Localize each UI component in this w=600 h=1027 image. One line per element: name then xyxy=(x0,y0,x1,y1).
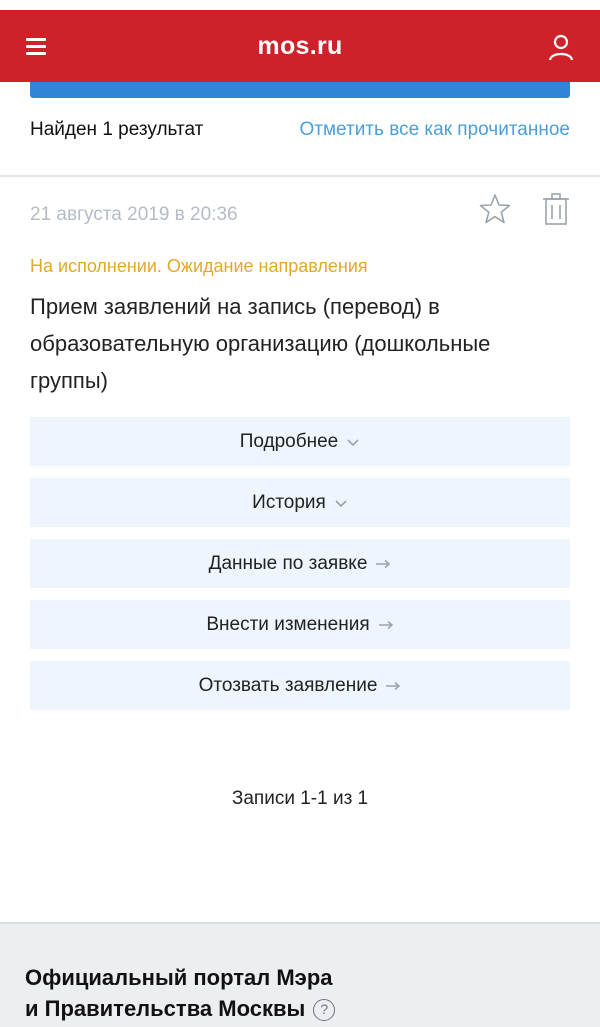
trash-icon[interactable] xyxy=(541,192,571,226)
question-circle-icon[interactable]: ? xyxy=(313,999,335,1021)
arrow-right-icon xyxy=(378,620,394,630)
divider xyxy=(0,175,600,177)
pagination-info: Записи 1-1 из 1 xyxy=(231,788,369,809)
withdraw-application-button[interactable] xyxy=(30,661,570,710)
mark-all-read-link[interactable]: Отметить все как прочитанное xyxy=(299,119,570,140)
footer xyxy=(0,922,600,1027)
status-bar xyxy=(0,0,600,10)
chevron-down-icon xyxy=(346,437,360,447)
history-button-label: История xyxy=(252,491,326,513)
site-logo-title[interactable]: mos.ru xyxy=(257,31,343,60)
application-data-button-label: Данные по заявке xyxy=(208,552,368,574)
edit-application-button[interactable] xyxy=(30,600,570,649)
user-icon[interactable] xyxy=(546,32,576,62)
blue-banner-strip xyxy=(30,82,570,98)
results-row xyxy=(30,116,570,144)
hamburger-icon[interactable] xyxy=(26,38,46,56)
details-button-label: Подробнее xyxy=(239,430,339,452)
edit-application-button-label: Внести изменения xyxy=(206,613,370,635)
application-title: Прием заявлений на запись (перевод) в образовательную организацию (дошкольные группы) xyxy=(30,294,491,393)
application-date: 21 августа 2019 в 20:36 xyxy=(30,204,238,225)
footer-title xyxy=(25,962,335,1024)
footer-title-line2: и Правительства Москвы xyxy=(25,996,306,1021)
application-status: На исполнении. Ожидание направления xyxy=(30,256,368,276)
history-button[interactable] xyxy=(30,478,570,527)
footer-title-line1: Официальный портал Мэра xyxy=(25,965,333,990)
details-button[interactable] xyxy=(30,417,570,466)
top-header xyxy=(0,10,600,82)
application-actions xyxy=(30,417,570,722)
withdraw-application-button-label: Отозвать заявление xyxy=(198,674,378,696)
chevron-down-icon xyxy=(334,498,348,508)
arrow-right-icon xyxy=(375,559,391,569)
results-count: Найден 1 результат xyxy=(30,119,204,140)
footer-title-line2-row xyxy=(25,993,335,1024)
arrow-right-icon xyxy=(385,681,401,691)
application-data-button[interactable] xyxy=(30,539,570,588)
star-icon[interactable] xyxy=(478,192,512,226)
